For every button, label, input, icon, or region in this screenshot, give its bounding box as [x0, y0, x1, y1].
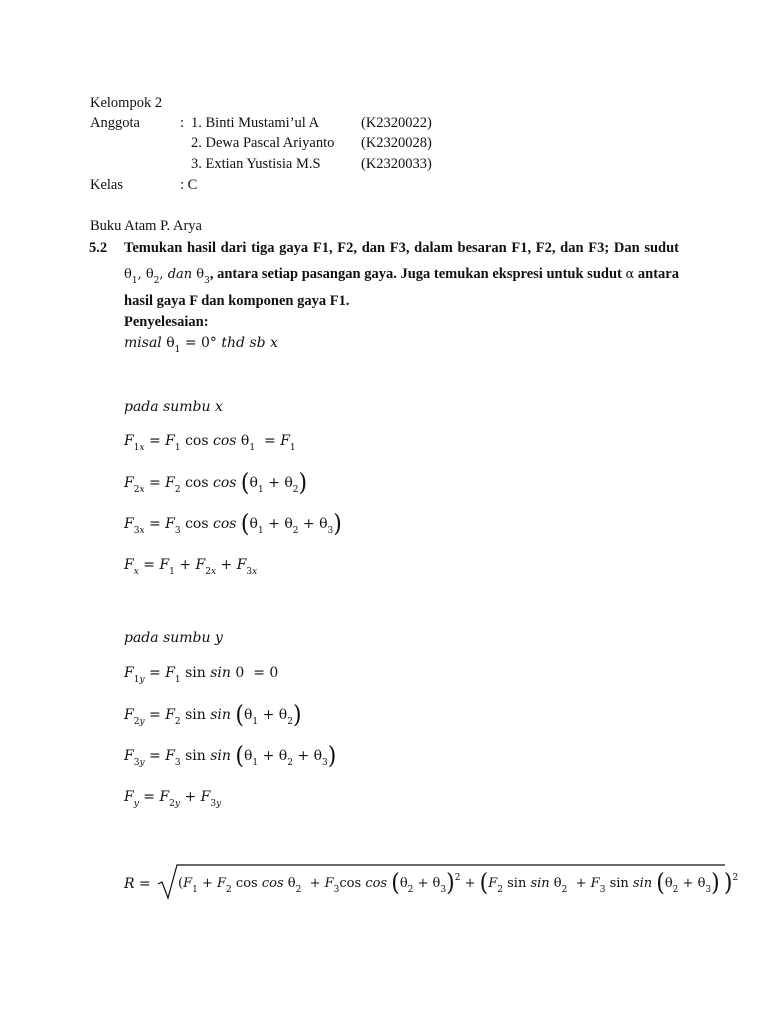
- alpha-symbol: α: [625, 267, 635, 282]
- member-3-name: 3. Extian Yustisia M.S: [191, 156, 321, 172]
- eq-f3x: $F_{3x} = F_3$ $\cos \cos (\theta_1 + \theta_2 + \theta_3)$: [124, 510, 342, 539]
- members-sep: :: [180, 115, 185, 131]
- pada-sumbu-y: pada sumbu y: [124, 630, 223, 646]
- pada-sumbu-x: pada sumbu x: [124, 399, 223, 415]
- problem-text-part3: antara hasil gaya F dan komponen gaya F1.: [124, 266, 679, 309]
- eq-f3y: $F_{3y} = F_3$ $\sin \sin (\theta_1 + \theta_2 + \theta_3)$: [124, 742, 337, 771]
- eq-r-radicand: ($F_1 + F_2$ $\cos \cos \theta_2 + F_3\cos$ $\cos (\theta_2 + \theta_3)^2 + (F_2$ $\sin \sin \theta_2 + F_3$ $\sin \sin (\theta_2 + \theta_3)$ )$^2$: [178, 869, 739, 898]
- dan-word: dan: [167, 267, 193, 282]
- eq-f2x: $F_{2x} = F_2$ $\cos \cos (\theta_1 + \theta_2)$: [124, 469, 308, 498]
- class-value: : C: [180, 177, 198, 193]
- thd-word: thd sb x: [221, 335, 278, 351]
- member-1-id: (K2320022): [361, 115, 432, 131]
- class-label: Kelas: [90, 177, 124, 193]
- member-2-id: (K2320028): [361, 135, 432, 151]
- eq-fx: $F_x = F_1 + F_{2x} + F_{3x}$: [124, 557, 258, 577]
- misal-rest: = 0°: [180, 335, 222, 351]
- members-label: Anggota: [90, 115, 140, 131]
- eq-f1x: $F_{1x} = F_1$ $\cos \cos \theta_1 = F_1$: [124, 433, 296, 453]
- solution-title: Penyelesaian:: [124, 314, 209, 330]
- group-label: Kelompok 2: [90, 95, 163, 111]
- problem-text-part2: , antara setiap pasangan gaya. Juga temukan ekspresi untuk sudut: [209, 266, 626, 282]
- eq-f1y: $F_{1y} = F_1$ sin sin 0 = 0: [124, 665, 279, 685]
- member-3-id: (K2320033): [361, 156, 432, 172]
- eq-fy: $F_y = F_{2y} + F_{3y}$: [124, 789, 222, 809]
- eq-f2y: $F_{2y} = F_2$ $\sin \sin (\theta_1 + \theta_2)$: [124, 701, 302, 730]
- member-1-name: 1. Binti Mustami’ul A: [191, 115, 320, 131]
- misal-line: misal $\theta_1 = 0^\circ$ thd sb x: [124, 335, 278, 355]
- member-2-name: 2. Dewa Pascal Ariyanto: [191, 135, 335, 151]
- eq-r-lhs: R =: [124, 876, 151, 892]
- theta-list: $\theta_1$, $\theta_2$, dan $\theta_3$: [124, 267, 210, 286]
- book-title: Buku Atam P. Arya: [90, 218, 202, 234]
- misal-word: misal: [124, 335, 162, 351]
- problem-text: [124, 235, 679, 314]
- problem-text-part1: Temukan hasil dari tiga gaya F1, F2, dan F3, dalam besaran F1, F2, dan F3; Dan sudut: [124, 240, 679, 256]
- problem-number: 5.2: [89, 240, 108, 256]
